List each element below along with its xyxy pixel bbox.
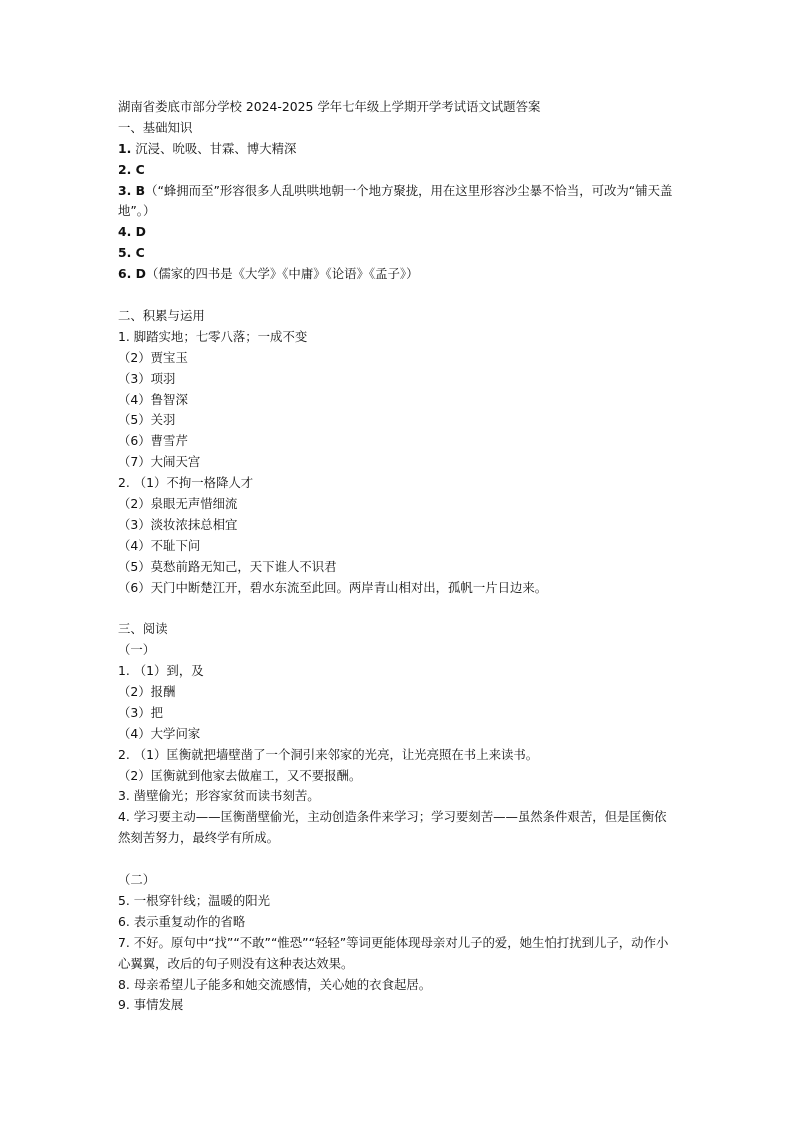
spacer	[118, 285, 678, 306]
answer-line: （3）淡妆浓抹总相宜	[118, 516, 238, 532]
answer-number: 3. B	[118, 182, 146, 198]
answer-text: （“蜂拥而至”形容很多人乱哄哄地朝一个地方聚拢，用在这里形容沙尘暴不恰当，可改为“铺天盖地”。）	[118, 182, 673, 219]
answer-line: 6. 表示重复动作的省略	[118, 913, 246, 929]
answer-number: 2. C	[118, 161, 145, 177]
answer-line: （4）不耻下问	[118, 537, 201, 553]
answer-line: （2）贾宝玉	[118, 349, 188, 365]
answer-line	[118, 181, 678, 223]
answer-line: 1. 脚踏实地；七零八落；一成不变	[118, 328, 308, 344]
answer-line: 2. （1）匡衡就把墙壁凿了一个洞引来邻家的光亮，让光亮照在书上来读书。	[118, 746, 539, 762]
answer-line: （2）泉眼无声惜细流	[118, 495, 238, 511]
part2-label: （二）	[118, 872, 156, 888]
answer-line: （6）曹雪芹	[118, 433, 188, 449]
answer-line: （2）匡衡就到他家去做雇工，又不要报酬。	[118, 767, 362, 783]
answer-number: 6. D	[118, 266, 146, 282]
answer-line	[118, 139, 678, 160]
answer-text: 沉浸、吮吸、甘霖、博大精深	[131, 140, 297, 156]
answer-line: 7. 不好。原句中“找”“不敢”“惟恐”“轻轻”等词更能体现母亲对儿子的爱，她生怕打扰到儿子，动作小心翼翼，改后的句子则没有这种表达效果。	[118, 934, 669, 971]
answer-line	[118, 243, 678, 264]
answer-line: （3）项羽	[118, 370, 176, 386]
document-title: 湖南省娄底市部分学校 2024-2025 学年七年级上学期开学考试语文试题答案	[118, 99, 541, 114]
answer-line: 8. 母亲希望儿子能多和她交流感情，关心她的衣食起居。	[118, 976, 432, 992]
answer-number: 5. C	[118, 245, 145, 261]
answer-line	[118, 222, 678, 243]
answer-line: 1. （1）到，及	[118, 663, 204, 679]
answer-line: （7）大闹天宫	[118, 454, 201, 470]
spacer	[118, 598, 678, 619]
section3-heading: 三、阅读	[118, 621, 168, 637]
answer-line: 5. 一根穿针线；温暖的阳光	[118, 892, 271, 908]
section1-heading: 一、基础知识	[118, 119, 193, 135]
answer-line	[118, 160, 678, 181]
section2-heading: 二、积累与运用	[118, 307, 205, 323]
answer-line: 2. （1）不拘一格降人才	[118, 475, 254, 491]
answer-line: 3. 凿壁偷光；形容家贫而读书刻苦。	[118, 788, 320, 804]
part1-label: （一）	[118, 642, 156, 658]
answer-document	[118, 97, 678, 1016]
answer-number: 1.	[118, 140, 132, 156]
answer-number: 4. D	[118, 224, 146, 240]
answer-line	[118, 264, 678, 285]
answer-line: 9. 事情发展	[118, 997, 184, 1013]
answer-text: （儒家的四书是《大学》《中庸》《论语》《孟子》）	[145, 266, 419, 282]
answer-line: （3）把	[118, 704, 164, 720]
answer-line: （5）关羽	[118, 412, 176, 428]
answer-line: （4）大学问家	[118, 725, 201, 741]
answer-line: （2）报酬	[118, 683, 176, 699]
answer-line: （6）天门中断楚江开，碧水东流至此回。两岸青山相对出，孤帆一片日边来。	[118, 579, 548, 595]
answer-line: （4）鲁智深	[118, 391, 188, 407]
answer-line: （5）莫愁前路无知己，天下谁人不识君	[118, 558, 337, 574]
spacer	[118, 849, 678, 870]
answer-line: 4. 学习要主动——匡衡凿壁偷光，主动创造条件来学习；学习要刻苦——虽然条件艰苦，但是匡衡依然刻苦努力，最终学有所成。	[118, 809, 667, 846]
